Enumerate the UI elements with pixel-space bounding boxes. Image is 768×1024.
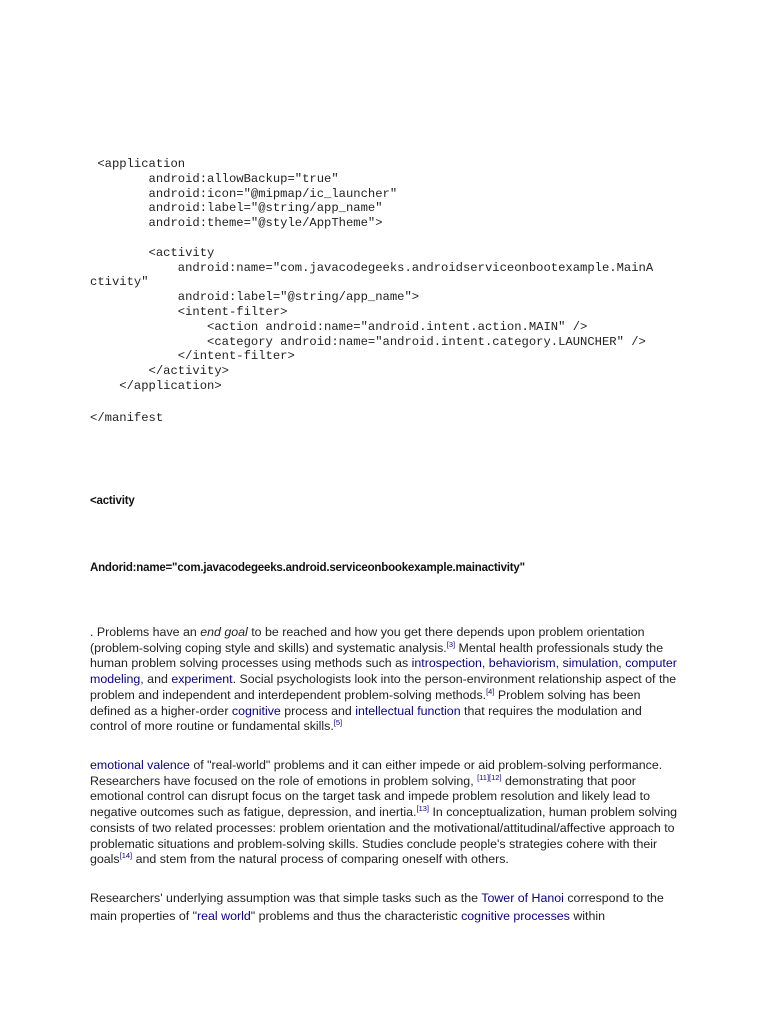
link-intellectual-function[interactable]: intellectual function (355, 703, 461, 718)
code-line-blank (90, 394, 653, 411)
code-line: </manifest (90, 410, 164, 425)
citation-link[interactable]: [4] (486, 686, 495, 696)
text-run: within (569, 908, 606, 923)
text-run: . Problems have an (90, 625, 201, 639)
tower-of-hanoi-paragraph (90, 890, 680, 925)
text-run: Mental health professionals study the human problem solving processes using methods such as (90, 640, 664, 671)
citation (334, 718, 342, 727)
code-line: </application> (90, 378, 222, 393)
code-line: android:theme="@style/AppTheme"> (90, 216, 383, 231)
link-emotional-valence[interactable]: emotional valence (90, 758, 190, 772)
link-simulation[interactable]: simulation (562, 656, 619, 671)
text-run: to be reached and how you get there depends upon problem orientation (problem-solving coping style and skills) and systematic analysis. (90, 625, 645, 655)
text-run: Researchers' underlying assumption was that simple tasks such as the (90, 891, 482, 905)
citation-link[interactable]: [11] (477, 772, 490, 782)
code-line: android:label="@string/app_name" (90, 201, 383, 216)
citation (447, 640, 455, 649)
code-line: <activity (90, 245, 215, 260)
citation-link[interactable]: [13] (416, 803, 430, 813)
code-line: </activity> (90, 364, 229, 379)
citation-link[interactable]: [5] (333, 718, 343, 728)
link-cognitive-processes[interactable]: cognitive processes (461, 908, 570, 923)
text-run: that requires the modulation and control of more routine or fundamental skills. (90, 703, 642, 734)
code-line: android:label="@string/app_name"> (90, 290, 420, 305)
code-line: <intent-filter> (90, 304, 288, 319)
link-introspection[interactable]: introspection (411, 656, 482, 671)
text-run: correspond to the main properties of " (90, 891, 664, 923)
link-tower-of-hanoi[interactable]: Tower of Hanoi (481, 891, 564, 905)
citation-link[interactable]: [12] (489, 772, 502, 782)
text-run: , (555, 656, 563, 671)
text-run: , and (140, 672, 172, 687)
text-run: and stem from the natural process of comparing oneself with others. (132, 852, 509, 867)
activity-heading: <activity (90, 495, 135, 507)
text-run: process and (280, 703, 356, 718)
link-experiment[interactable]: experiment (171, 672, 233, 687)
code-line: <application (90, 157, 186, 171)
code-line: </intent-filter> (90, 349, 295, 364)
code-line: <action android:name="android.intent.action.MAIN" /> (90, 319, 588, 334)
emphasis-text: end goal (200, 625, 248, 639)
text-run: , (481, 656, 489, 671)
link-behaviorism[interactable]: behaviorism (488, 656, 556, 671)
citation-link[interactable]: [14] (119, 851, 133, 861)
code-line: ctivity" (90, 275, 149, 290)
citation (477, 773, 501, 782)
link-real-world[interactable]: real world (197, 908, 251, 923)
code-line: android:name="com.javacodegeeks.androidserviceonbootexample.MainA (90, 260, 654, 275)
code-line: android:allowBackup="true" (90, 171, 339, 186)
text-run: , (618, 656, 626, 671)
text-run: In conceptualization, human problem solving consists of two related processes: problem orientation and the motivational/attitudinal/affective approach to problematic situations and problem-solving skills. Studies conclude people's strategies cohere with their goals (90, 805, 677, 867)
link-cognitive[interactable]: cognitive (231, 703, 281, 718)
text-run: . Social psychologists look into the person-environment relationship aspect of the problem and independent and interdependent problem-solving methods. (90, 672, 677, 702)
text-run: Problem solving has been defined as a higher-order (90, 687, 641, 718)
code-line: android:icon="@mipmap/ic_launcher" (90, 186, 398, 201)
android-name-heading: Andorid:name="com.javacodegeeks.android.serviceonbookexample.mainactivity" (90, 562, 525, 574)
code-line-blank (90, 231, 653, 246)
citation (417, 804, 430, 813)
text-run: " problems and thus the characteristic (250, 908, 462, 923)
text-run: of "real-world" problems and it can either impede or aid problem-solving performance. Researchers have focused on the role of emotions in problem solving, (90, 758, 663, 788)
manifest-code-block (90, 157, 653, 426)
problem-orientation-paragraph (90, 625, 680, 735)
citation-link[interactable]: [3] (446, 639, 456, 649)
emotional-valence-paragraph (90, 758, 680, 868)
text-run: demonstrating that poor emotional control can disrupt focus on the target task and impede problem resolution and likely lead to negative outcomes such as fatigue, depression, and inertia. (90, 773, 650, 820)
citation (120, 851, 133, 860)
code-line: <category android:name="android.intent.category.LAUNCHER" /> (90, 334, 646, 349)
link-computer-modeling[interactable]: computer modeling (90, 656, 677, 687)
